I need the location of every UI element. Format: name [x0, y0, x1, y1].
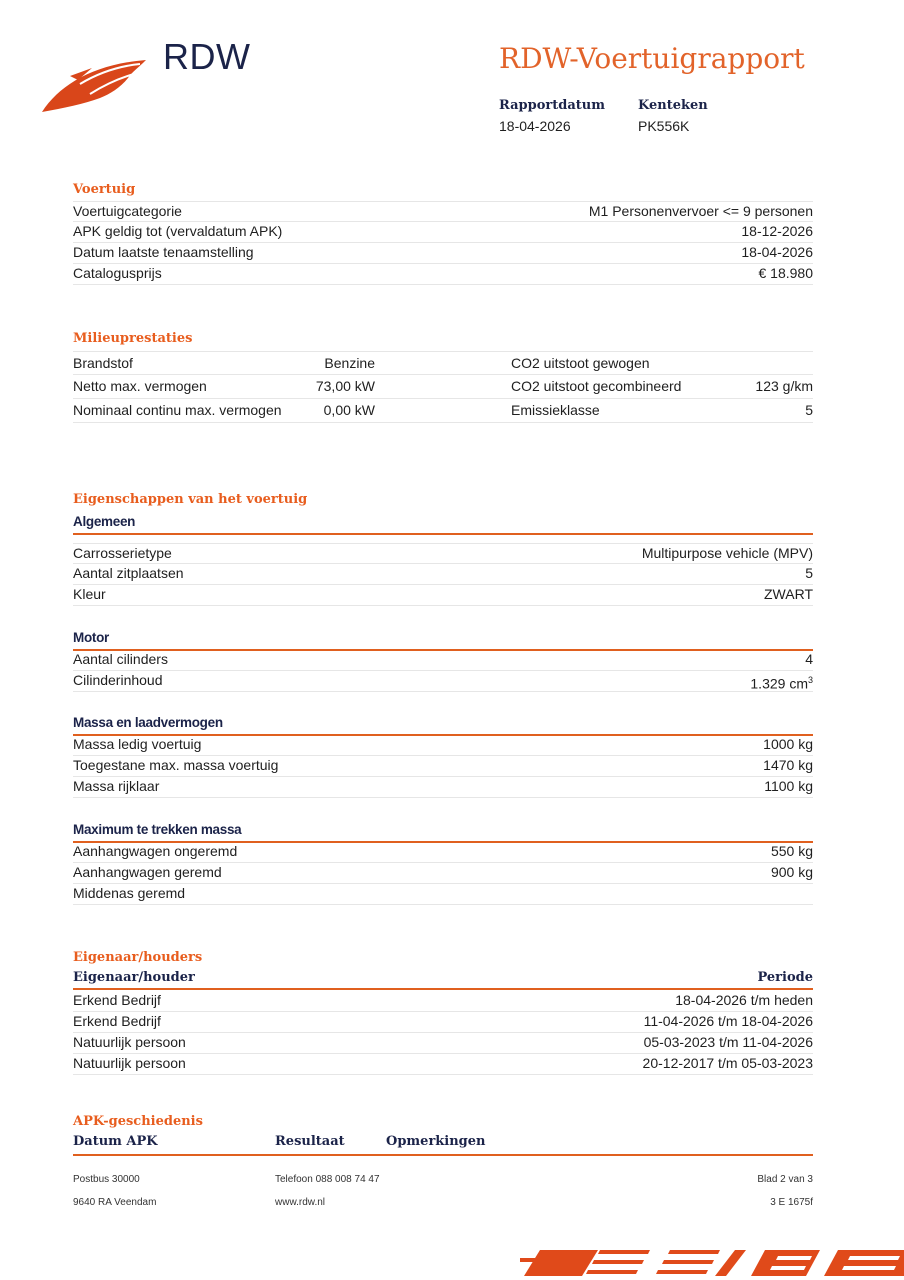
algemeen-title: Algemeen	[73, 514, 813, 535]
row-value: 20-12-2017 t/m 05-03-2023	[642, 1055, 813, 1071]
plate-label: Kenteken	[638, 98, 708, 113]
row-label: Natuurlijk persoon	[73, 1055, 186, 1071]
table-row	[73, 756, 813, 777]
report-date-label: Rapportdatum	[499, 98, 605, 113]
row-value: 0,00 kW	[323, 402, 375, 418]
row-label: Netto max. vermogen	[73, 378, 207, 394]
row-value: 05-03-2023 t/m 11-04-2026	[643, 1034, 813, 1050]
row-label: Voertuigcategorie	[73, 203, 182, 219]
row-label: APK geldig tot (vervaldatum APK)	[73, 223, 283, 239]
motor-title: Motor	[73, 630, 813, 651]
row-value: 900 kg	[770, 864, 813, 880]
section-eigenaren-title: Eigenaar/houders	[73, 950, 203, 965]
row-value: 1000 kg	[763, 736, 813, 752]
table-row	[73, 863, 813, 884]
row-label: Aantal zitplaatsen	[73, 565, 184, 581]
motor-table	[73, 650, 813, 692]
apk-header	[73, 1134, 813, 1156]
logo-text: RDW	[163, 36, 251, 77]
table-row	[73, 201, 813, 222]
row-value: Multipurpose vehicle (MPV)	[641, 545, 813, 561]
row-pair	[511, 399, 813, 422]
footer-code: 3 E 1675f	[770, 1197, 813, 1208]
row-label: Erkend Bedrijf	[73, 992, 161, 1008]
table-row	[73, 842, 813, 863]
row-value: 5	[805, 402, 813, 418]
col-period: Periode	[757, 970, 813, 985]
row-value: 11-04-2026 t/m 18-04-2026	[643, 1013, 813, 1029]
row-label: Aanhangwagen geremd	[73, 864, 222, 880]
row-value: 5	[805, 565, 813, 581]
row-label: Massa rijklaar	[73, 778, 160, 794]
row-value: 550 kg	[770, 843, 813, 859]
row-label: Toegestane max. massa voertuig	[73, 757, 279, 773]
table-row	[73, 671, 813, 692]
row-value: 123 g/km	[755, 378, 813, 394]
row-label: Middenas geremd	[73, 885, 186, 901]
row-label: Aantal cilinders	[73, 651, 168, 667]
col-result: Resultaat	[275, 1134, 345, 1149]
row-label: Erkend Bedrijf	[73, 1013, 161, 1029]
row-value: Benzine	[324, 355, 375, 371]
voertuig-table	[73, 201, 813, 285]
table-row	[73, 399, 813, 423]
table-row	[73, 585, 813, 606]
spacer	[375, 375, 511, 398]
milieu-table	[73, 351, 813, 423]
footer-page: Blad 2 van 3	[757, 1174, 813, 1185]
massa-title: Massa en laadvermogen	[73, 715, 813, 736]
row-label: Natuurlijk persoon	[73, 1034, 186, 1050]
row-value: 18-04-2026 t/m heden	[675, 992, 813, 1008]
row-label: Massa ledig voertuig	[73, 736, 202, 752]
row-value: 4	[805, 651, 813, 667]
row-value: 18-04-2026	[741, 244, 813, 260]
report-date-value: 18-04-2026	[499, 118, 571, 134]
value-superscript: 3	[807, 675, 813, 685]
value-text: 1.329 cm	[750, 675, 808, 692]
row-pair	[511, 375, 813, 398]
row-value: € 18.980	[758, 265, 813, 281]
row-label: Brandstof	[73, 355, 133, 371]
row-value: M1 Personenvervoer <= 9 personen	[588, 203, 813, 219]
report-title: RDW-Voertuigrapport	[499, 42, 805, 75]
section-eigenschappen-title: Eigenschappen van het voertuig	[73, 492, 308, 507]
table-row	[73, 264, 813, 285]
table-row	[73, 1012, 813, 1033]
section-apk-title: APK-geschiedenis	[73, 1114, 203, 1129]
row-label: Datum laatste tenaamstelling	[73, 244, 254, 260]
row-label: CO2 uitstoot gewogen	[511, 355, 650, 371]
table-row	[73, 777, 813, 798]
row-value: ZWART	[764, 586, 813, 602]
row-label: Catalogusprijs	[73, 265, 162, 281]
owners-table	[73, 991, 813, 1075]
trekken-title: Maximum te trekken massa	[73, 822, 813, 843]
massa-table	[73, 735, 813, 798]
table-row	[73, 1054, 813, 1075]
algemeen-table	[73, 543, 813, 606]
row-value	[750, 671, 813, 691]
spacer	[375, 399, 511, 422]
footer-web-link[interactable]: www.rdw.nl	[275, 1197, 326, 1208]
table-row	[73, 222, 813, 243]
plate-value: PK556K	[638, 118, 690, 134]
table-row	[73, 1033, 813, 1054]
table-row	[73, 564, 813, 585]
row-value: 18-12-2026	[741, 223, 813, 239]
owners-header	[73, 970, 813, 990]
row-value: 1470 kg	[763, 757, 813, 773]
table-row	[73, 735, 813, 756]
section-milieu-title: Milieuprestaties	[73, 331, 193, 346]
row-label: Nominaal continu max. vermogen	[73, 402, 282, 418]
trekken-table	[73, 842, 813, 905]
row-label: Kleur	[73, 586, 106, 602]
col-owner: Eigenaar/houder	[73, 970, 195, 985]
section-voertuig-title: Voertuig	[73, 182, 136, 197]
table-row	[73, 650, 813, 671]
row-pair	[511, 352, 813, 374]
rdw-logo-icon	[40, 54, 148, 114]
footer-address-2: 9640 RA Veendam	[73, 1197, 157, 1208]
col-date: Datum APK	[73, 1134, 158, 1149]
table-row	[73, 243, 813, 264]
spacer	[375, 352, 511, 374]
footer-address-1: Postbus 30000	[73, 1174, 140, 1185]
footer-phone: Telefoon 088 008 74 47	[275, 1174, 380, 1185]
row-value: 73,00 kW	[315, 378, 375, 394]
row-label: Cilinderinhoud	[73, 672, 163, 688]
row-label: CO2 uitstoot gecombineerd	[511, 378, 682, 394]
table-row	[73, 351, 813, 375]
row-label: Carrosserietype	[73, 545, 172, 561]
row-label: Emissieklasse	[511, 402, 600, 418]
table-row	[73, 375, 813, 399]
col-remarks: Opmerkingen	[386, 1134, 486, 1149]
table-row	[73, 991, 813, 1012]
row-value: 1100 kg	[764, 778, 813, 794]
table-row	[73, 884, 813, 905]
table-row	[73, 543, 813, 564]
row-label: Aanhangwagen ongeremd	[73, 843, 238, 859]
decorative-stripes-icon	[520, 1246, 904, 1280]
